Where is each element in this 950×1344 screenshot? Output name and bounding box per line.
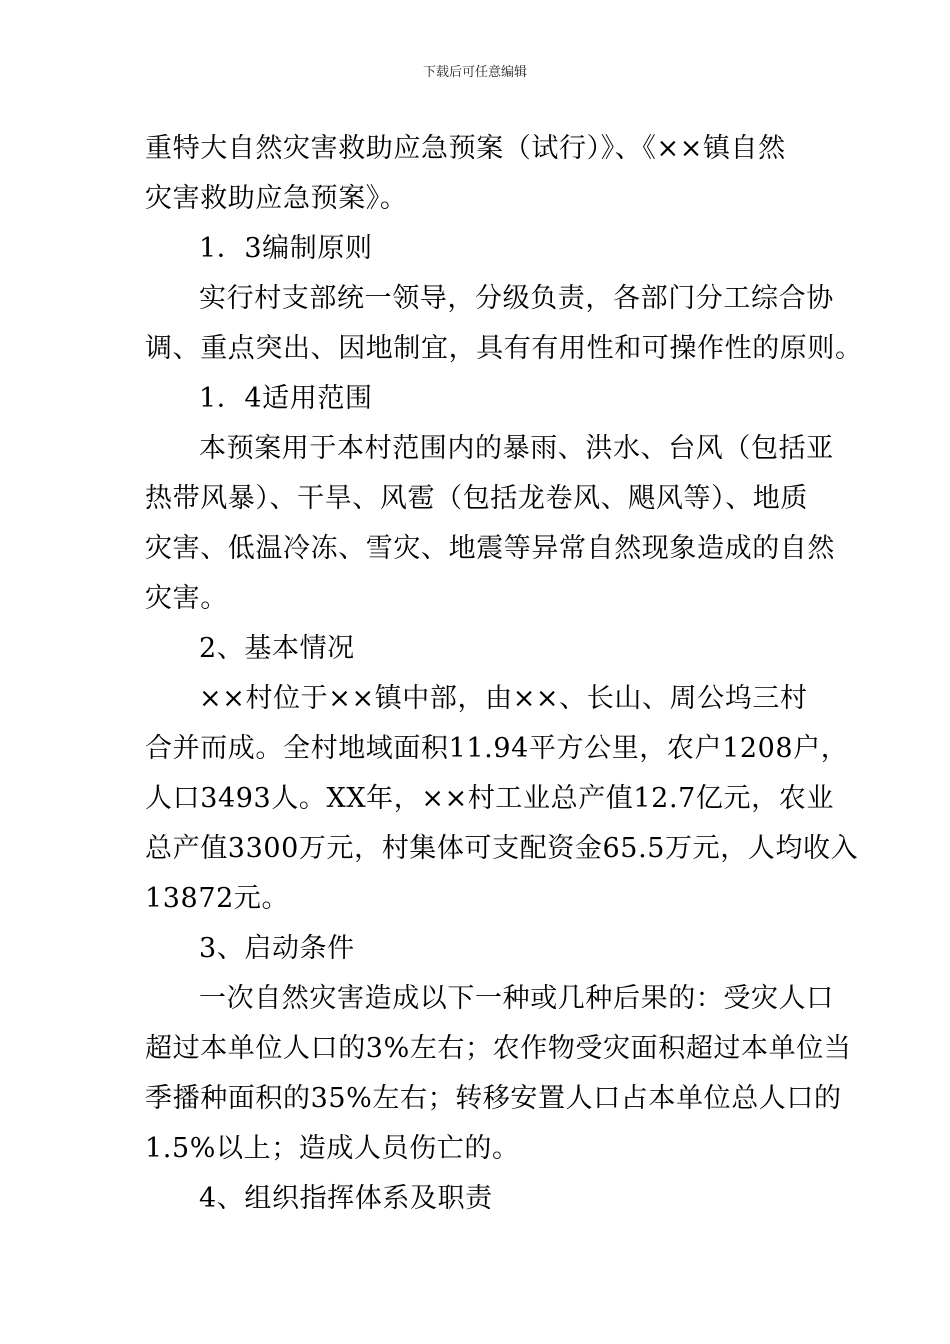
document-body [145,124,863,1224]
body-line: 重特大自然灾害救助应急预案（试行）》、《××镇自然 [145,133,786,164]
body-line: 灾害、低温冷冻、雪灾、地震等异常自然现象造成的自然 [145,533,835,564]
section-heading-4: 4、组织指挥体系及职责 [199,1183,493,1214]
paragraph-start: 实行村支部统一领导，分级负责，各部门分工综合协 [199,283,834,314]
page-header: 下载后可任意编辑 [422,65,527,80]
body-line: 13872元。 [145,883,290,914]
body-line: 总产值3300万元，村集体可支配资金65.5万元，人均收入 [145,833,859,864]
body-line: 1.5%以上；造成人员伤亡的。 [145,1133,520,1164]
paragraph-start: ××村位于××镇中部，由××、长山、周公坞三村 [199,683,808,714]
paragraph-start: 本预案用于本村范围内的暴雨、洪水、台风（包括亚 [199,433,834,464]
body-line: 热带风暴）、干旱、风雹（包括龙卷风、飓风等）、地质 [145,483,808,514]
body-line: 季播种面积的35%左右；转移安置人口占本单位总人口的 [145,1083,842,1114]
section-heading-3: 3、启动条件 [199,933,355,964]
paragraph-start: 一次自然灾害造成以下一种或几种后果的：受灾人口 [199,983,834,1014]
body-line: 人口3493人。XX年，××村工业总产值12.7亿元，农业 [145,783,834,814]
body-line: 灾害救助应急预案》。 [145,183,408,214]
body-line: 超过本单位人口的3%左右；农作物受灾面积超过本单位当 [145,1033,852,1064]
section-heading-1-4: 1．4适用范围 [199,383,373,414]
body-line: 灾害。 [145,583,228,614]
body-line: 合并而成。全村地域面积11.94平方公里，农户1208户， [145,733,849,764]
section-heading-2: 2、基本情况 [199,633,355,664]
body-line: 调、重点突出、因地制宜，具有有用性和可操作性的原则。 [145,333,863,364]
section-heading-1-3: 1．3编制原则 [199,233,373,264]
